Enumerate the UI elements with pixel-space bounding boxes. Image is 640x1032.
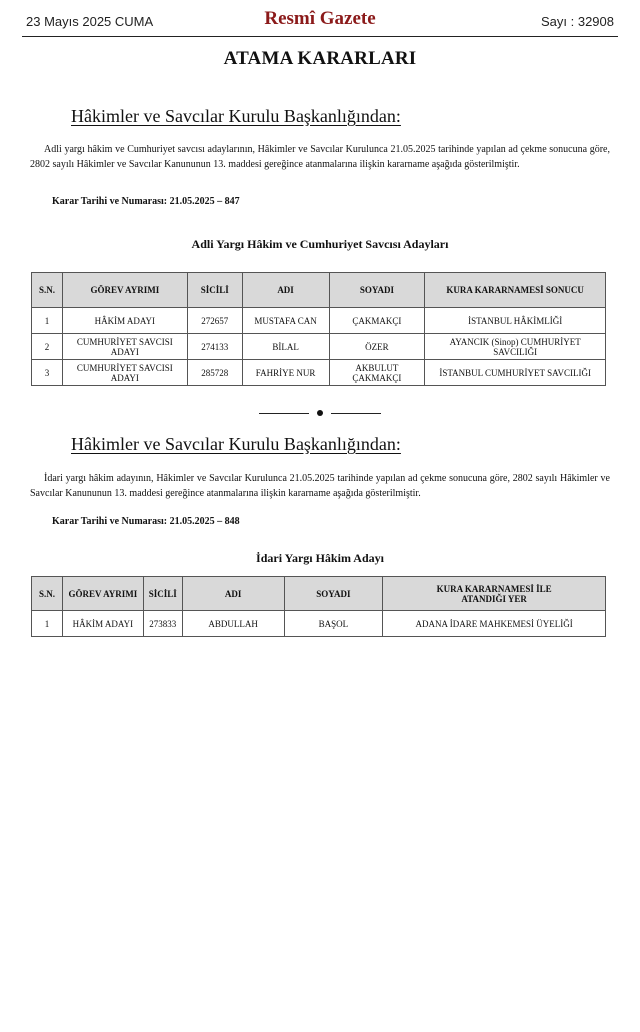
section-paragraph-1: Adli yargı hâkim ve Cumhuriyet savcısı adaylarının, Hâkimler ve Savcılar Kurulunca 21.05.2025 tarihinde yapılan ad çekme sonucuna göre, 2802 sayılı Hâkimler ve Savcılar Kanununun 13. maddesi gereğince atanmalarına ilişkin kararname aşağıda gösterilmiştir. bbox=[30, 144, 610, 170]
cell-gorev: HÂKİM ADAYI bbox=[62, 308, 187, 334]
column-header: ADI bbox=[242, 273, 329, 308]
section-separator bbox=[0, 406, 640, 418]
issue-number: Sayı : 32908 bbox=[541, 14, 614, 29]
decision-number-1: Karar Tarihi ve Numarası: 21.05.2025 – 847 bbox=[52, 196, 240, 207]
column-header: ADI bbox=[182, 577, 284, 611]
issue-date: 23 Mayıs 2025 CUMA bbox=[26, 14, 154, 29]
cell-sonuc: İSTANBUL CUMHURİYET SAVCILIĞI bbox=[425, 360, 606, 386]
cell-soyadi: ÖZER bbox=[329, 334, 425, 360]
cell-sn: 1 bbox=[32, 611, 63, 637]
table-header-row bbox=[32, 273, 606, 308]
column-header: GÖREV AYRIMI bbox=[62, 273, 187, 308]
cell-soyadi: ÇAKMAKÇI bbox=[329, 308, 425, 334]
column-header: SİCİLİ bbox=[143, 577, 182, 611]
cell-adi: BİLAL bbox=[242, 334, 329, 360]
gazette-title: Resmî Gazete bbox=[264, 8, 376, 29]
table-header-row bbox=[32, 577, 606, 611]
column-header: S.N. bbox=[32, 577, 63, 611]
section-paragraph-2: İdari yargı hâkim adayının, Hâkimler ve Savcılar Kurulunca 21.05.2025 tarihinde yapılan ad çekme sonucuna göre, 2802 sayılı Hâkimler ve Savcılar Kanununun 13. maddesi gereğince atanmalarına ilişkin kararname aşağıda gösterilmiştir. bbox=[30, 473, 610, 499]
cell-adi: ABDULLAH bbox=[182, 611, 284, 637]
cell-sn: 2 bbox=[32, 334, 63, 360]
column-header: KURA KARARNAMESİ SONUCU bbox=[425, 273, 606, 308]
cell-adi: MUSTAFA CAN bbox=[242, 308, 329, 334]
cell-soyadi: BAŞOL bbox=[284, 611, 383, 637]
table-row bbox=[32, 308, 606, 334]
section-heading-1: Hâkimler ve Savcılar Kurulu Başkanlığından: bbox=[71, 106, 401, 126]
cell-sicil: 274133 bbox=[187, 334, 242, 360]
cell-sn: 1 bbox=[32, 308, 63, 334]
cell-adi: FAHRİYE NUR bbox=[242, 360, 329, 386]
column-header: SOYADI bbox=[329, 273, 425, 308]
page-header bbox=[22, 6, 618, 37]
cell-gorev: HÂKİM ADAYI bbox=[62, 611, 143, 637]
column-header: SOYADI bbox=[284, 577, 383, 611]
cell-sicil: 272657 bbox=[187, 308, 242, 334]
idari-candidate-table bbox=[31, 576, 606, 637]
table-row bbox=[32, 334, 606, 360]
page-title: ATAMA KARARLARI bbox=[223, 48, 417, 69]
cell-sn: 3 bbox=[32, 360, 63, 386]
decision-number-2: Karar Tarihi ve Numarası: 21.05.2025 – 848 bbox=[52, 516, 240, 527]
column-header: KURA KARARNAMESİ İLE ATANDIĞI YER bbox=[383, 577, 606, 611]
column-header: SİCİLİ bbox=[187, 273, 242, 308]
section-heading-2: Hâkimler ve Savcılar Kurulu Başkanlığından: bbox=[71, 434, 401, 454]
table-title-1: Adli Yargı Hâkim ve Cumhuriyet Savcısı Adayları bbox=[191, 237, 449, 251]
cell-gorev: CUMHURİYET SAVCISI ADAYI bbox=[62, 334, 187, 360]
separator-line bbox=[331, 413, 381, 414]
table-row bbox=[32, 360, 606, 386]
cell-sonuc: İSTANBUL HÂKİMLİĞİ bbox=[425, 308, 606, 334]
cell-gorev: CUMHURİYET SAVCISI ADAYI bbox=[62, 360, 187, 386]
column-header: GÖREV AYRIMI bbox=[62, 577, 143, 611]
separator-dot bbox=[317, 410, 323, 416]
table-row bbox=[32, 611, 606, 637]
cell-sicil: 273833 bbox=[143, 611, 182, 637]
column-header: S.N. bbox=[32, 273, 63, 308]
separator-line bbox=[259, 413, 309, 414]
cell-sonuc: ADANA İDARE MAHKEMESİ ÜYELİĞİ bbox=[383, 611, 606, 637]
table-title-2: İdari Yargı Hâkim Adayı bbox=[256, 551, 384, 565]
cell-soyadi: AKBULUT ÇAKMAKÇI bbox=[329, 360, 425, 386]
candidates-table bbox=[31, 272, 606, 386]
cell-sonuc: AYANCIK (Sinop) CUMHURİYET SAVCILIĞI bbox=[425, 334, 606, 360]
cell-sicil: 285728 bbox=[187, 360, 242, 386]
